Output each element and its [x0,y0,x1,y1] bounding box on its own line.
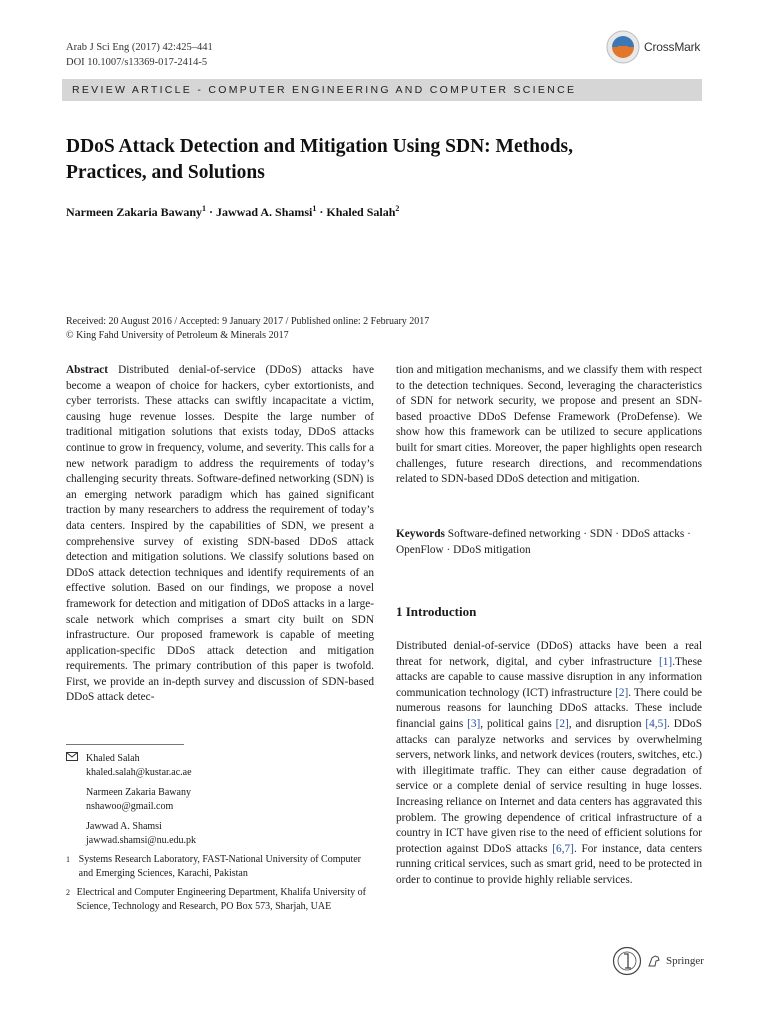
springer-seal-icon [612,946,642,976]
author-separator: · [316,205,327,219]
author-affil-sup: 2 [395,204,400,213]
dates-line: Received: 20 August 2016 / Accepted: 9 January 2017 / Published online: 2 February 2017 [66,316,430,327]
doi-link[interactable]: DOI 10.1007/s13369-017-2414-5 [66,57,208,68]
section-heading: 1 Introduction [396,604,477,619]
citation-link[interactable]: [1] [659,655,673,668]
abstract-text: Distributed denial-of-service (DDoS) attacks have become a weapon of choice for hackers, cyber extortionists, and cyber terrorists. These attacks can swiftly incapacitate a victim, causing huge revenue losses. Despite the large number of traditional mitigation solutions that exists today, DDoS attacks continue to grow in frequency, volume, and severity. This calls for a new network paradigm to address the requirements of today’s challenging security threats. Software-defined networking (SDN) is an emerging network paradigm which has gained significant traction by many researchers to address the requirement of today’s data centers. Inspired by the capabilities of SDN, we present a comprehensive survey of existing SDN-based DDoS attack detection and mitigation solutions. We classify solutions based on DDoS attack detection techniques and identify requirements of an effective solution. Based on our findings, we propose a novel framework for detection and mitigation of DDoS attacks in a large-scale network which comprises a smart city built on SDN infrastructure. Our proposed framework is capable of meeting application-specific DDoS attack detection and mitigation requirements. The primary contribution of this paper is twofold. First, we provide an in-depth survey and discussion of SDN-based DDoS attack detec- [66,364,374,704]
publication-dates [66,315,429,343]
contact-email[interactable]: jawwad.shamsi@nu.edu.pk [86,834,197,846]
contact-name: Khaled Salah [86,753,140,764]
crossmark-badge[interactable] [606,30,700,64]
contact-entry [66,786,196,813]
affiliation [66,886,366,913]
author-affil-sup: 1 [202,204,206,213]
author-name[interactable]: Narmeen Zakaria Bawany [66,205,202,219]
citation-link[interactable]: [6,7] [552,842,574,855]
envelope-icon [66,752,86,779]
contact-entry [66,820,196,847]
crossmark-icon [606,30,640,64]
publisher-name: Springer [666,955,704,967]
citation-link[interactable]: [3] [467,717,481,730]
contact-name: Narmeen Zakaria Bawany [86,787,191,798]
abstract-label: Abstract [66,364,109,376]
contact-entry [66,752,196,779]
keywords [396,527,702,558]
introduction-paragraph: Distributed denial-of-service (DDoS) attacks have been a real threat for network, digital, and cyber infrastructure [1].These attacks are capable to cause massive disruption in any information communication technology (ICT) infrastructure [2]. There could be numerous reasons for launching DDoS attacks. These include financial gains [3], political gains [2], and disruption [4,5]. DDoS attacks can paralyze networks and services by overwhelming servers, network links, and network devices (routers, switches, etc.) with illegitimate traffic. They can either cause degradation of service or a complete denial of service resulting in huge losses. Increasing reliance on Internet and data centers has aggravated this problem. The growing dependence of critical infrastructure of a country in ICT have given rise to the need of efficient solutions for protection against DDoS attacks [6,7]. For instance, data centers running critical services, such as smart grid, need to be protected in order to continue to provide highly reliable services. [396,640,702,886]
author-list [66,204,399,220]
correspondence-block [66,752,196,854]
author-name[interactable]: Khaled Salah [326,205,396,219]
citation-link[interactable]: [4,5] [645,717,668,730]
journal-line: Arab J Sci Eng (2017) 42:425–441 [66,42,213,53]
affiliation-number: 2 [66,888,70,897]
publisher-logo [612,946,704,976]
affiliation-text: Electrical and Computer Engineering Department, Khalifa University of Science, Technology and Research, PO Box 573, Sharjah, UAE [76,887,366,912]
author-name[interactable]: Jawwad A. Shamsi [216,205,313,219]
citation-link[interactable]: [2] [555,717,569,730]
paper-title: DDoS Attack Detection and Mitigation Using SDN: Methods, Practices, and Solutions [66,136,573,183]
affiliation-text: Systems Research Laboratory, FAST-National University of Computer and Emerging Sciences, Karachi, Pakistan [78,854,362,879]
abstract-continued: tion and mitigation mechanisms, and we classify them with respect to the detection techniques. Second, leveraging the characteristics of SDN for network security, we propose and present an SDN-based proactive DDoS Defense Framework (ProDefense). We show how this framework can be utilized to secure applications built for smart cities. Moreover, the paper highlights open research challenges, future research directions, and recommendations related to SDN-based DDoS detection and mitigation. [396,364,702,486]
article-type-banner: REVIEW ARTICLE - COMPUTER ENGINEERING AND COMPUTER SCIENCE [62,79,702,101]
keywords-text: Software-defined networking · SDN · DDoS attacks · OpenFlow · DDoS mitigation [396,528,691,556]
journal-citation [66,40,213,70]
citation-link[interactable]: [2] [615,686,629,699]
springer-horse-icon [647,954,661,968]
affiliation-number: 1 [66,855,70,864]
crossmark-label: CrossMark [644,40,701,54]
contact-email[interactable]: khaled.salah@kustar.ac.ae [86,766,192,778]
keywords-label: Keywords [396,528,445,540]
author-separator: · [206,205,217,219]
copyright-line: © King Fahd University of Petroleum & Minerals 2017 [66,330,289,341]
contact-name: Jawwad A. Shamsi [86,821,162,832]
abstract-column [66,363,374,706]
contact-email[interactable]: nshawoo@gmail.com [86,800,174,812]
affiliation [66,853,366,880]
author-affil-sup: 1 [312,204,317,213]
footnote-divider [66,744,184,745]
